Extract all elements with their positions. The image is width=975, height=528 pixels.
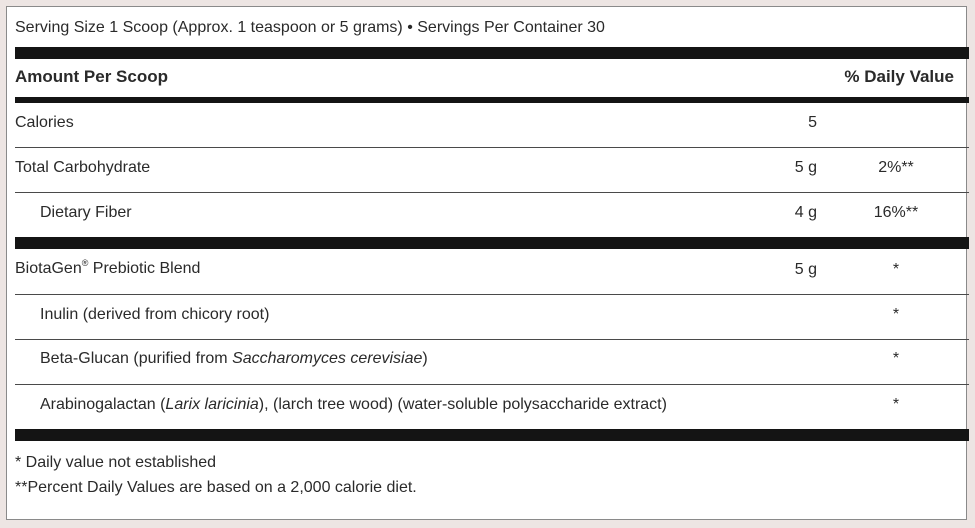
nutrient-amount: 4 g	[794, 204, 817, 221]
nutrient-name: Arabinogalactan (Larix laricinia), (larch tree wood) (water-soluble polysaccharide extract)	[40, 396, 667, 413]
serving-info: Serving Size 1 Scoop (Approx. 1 teaspoon or 5 grams) • Servings Per Container 30	[15, 19, 605, 36]
daily-value-heading: % Daily Value	[844, 67, 954, 86]
nutrient-amount: 5 g	[794, 261, 817, 278]
nutrient-name: Inulin (derived from chicory root)	[40, 306, 270, 323]
row-divider	[15, 384, 969, 385]
nutrient-daily-value: 16%**	[873, 204, 919, 221]
footnote-percent-daily: **Percent Daily Values are based on a 2,000 calorie diet.	[15, 479, 417, 496]
nutrient-daily-value: 2%**	[878, 159, 914, 176]
thick-divider	[15, 237, 969, 249]
row-divider	[15, 192, 969, 193]
medium-divider	[15, 97, 969, 103]
row-divider	[15, 339, 969, 340]
thick-divider	[15, 47, 969, 59]
registered-mark: ®	[81, 258, 89, 268]
row-divider	[15, 294, 969, 295]
blend-name: BiotaGen	[15, 260, 82, 277]
species-name: Larix laricinia	[165, 396, 259, 413]
supplement-facts-panel	[6, 6, 967, 520]
species-name: Saccharomyces cerevisiae	[232, 350, 423, 367]
nutrient-name: Dietary Fiber	[40, 204, 132, 221]
footnote-daily-value: * Daily value not established	[15, 454, 217, 471]
thick-divider	[15, 429, 969, 441]
blend-name-suffix: Prebiotic Blend	[88, 260, 201, 277]
nutrient-daily-value: *	[892, 350, 900, 367]
nutrient-amount: 5	[808, 114, 817, 131]
nutrient-name: Total Carbohydrate	[15, 159, 151, 176]
nutrient-name: Beta-Glucan (purified from Saccharomyces cerevisiae)	[40, 350, 428, 367]
nutrient-amount: 5 g	[794, 159, 817, 176]
nutrient-daily-value: *	[892, 396, 900, 413]
nutrient-daily-value: *	[892, 306, 900, 323]
nutrient-daily-value: *	[892, 261, 900, 278]
amount-per-scoop-heading: Amount Per Scoop	[15, 67, 169, 86]
nutrient-name	[15, 259, 200, 279]
nutrient-name: Calories	[15, 114, 74, 131]
row-divider	[15, 147, 969, 148]
